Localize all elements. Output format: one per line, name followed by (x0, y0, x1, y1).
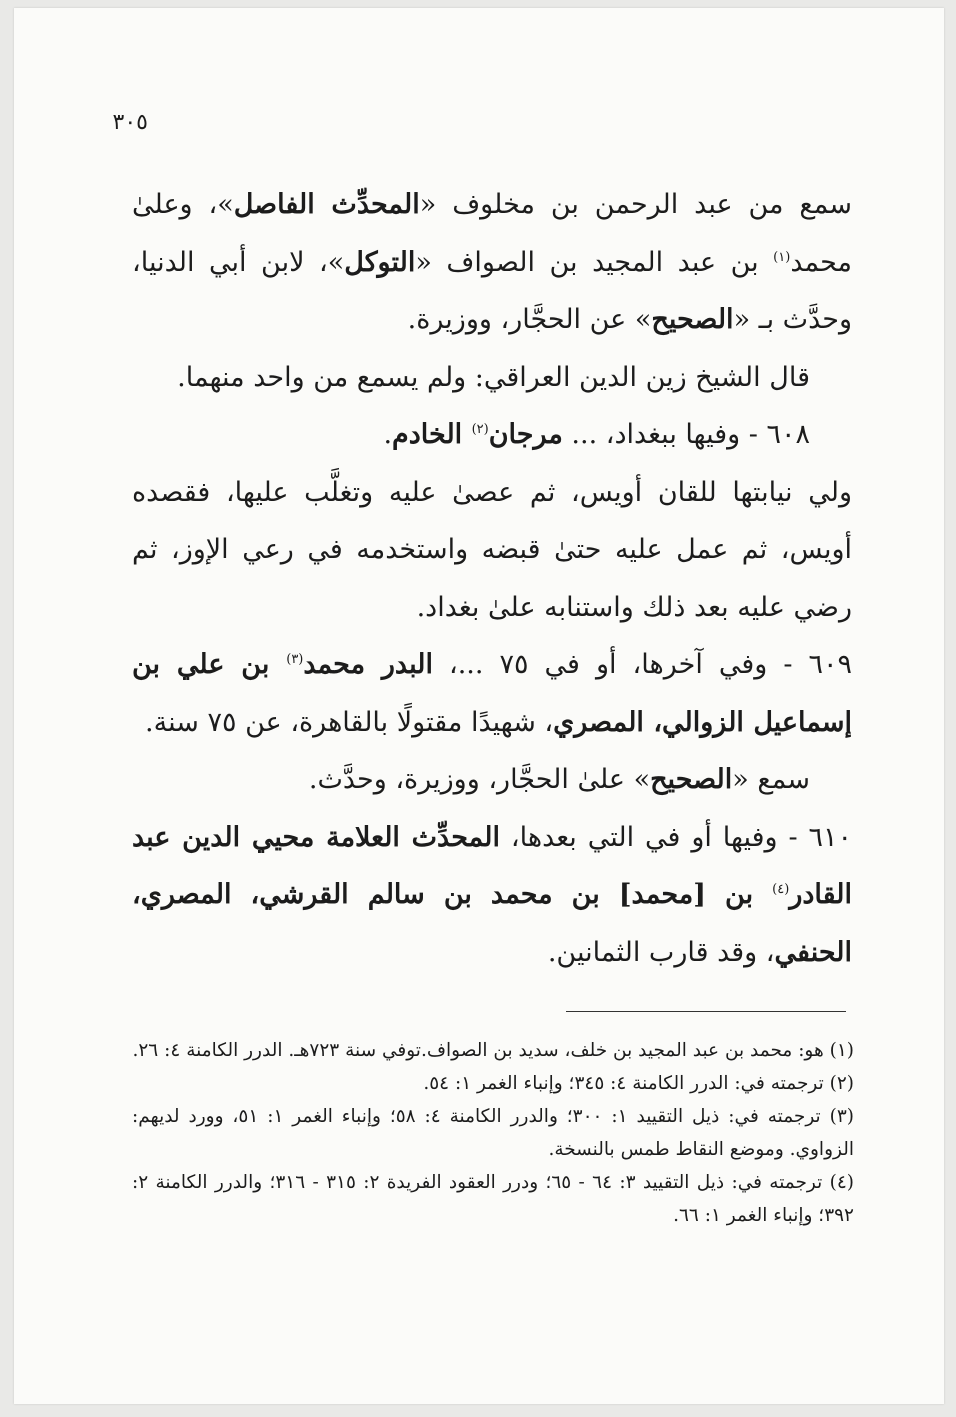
text-run: »، لابن أبي الدنيا، وحدَّث بـ « (132, 246, 852, 335)
footnote-ref: (٢) (471, 422, 489, 437)
text-run: بن عبد المجيد بن الصواف « (415, 246, 774, 278)
footnotes (132, 1034, 854, 1232)
bold-title: المحدِّث الفاصل (233, 189, 420, 220)
text-run: ، شهيدًا مقتولًا بالقاهرة، عن ٧٥ سنة. (145, 706, 554, 738)
text-run: »، وعلىٰ محمد (132, 189, 852, 278)
footnote-ref: (٣) (286, 652, 304, 667)
text-run: سمع « (732, 764, 810, 795)
bold-title: الصحيح (651, 304, 734, 335)
text-run: » علىٰ الحجَّار، ووزيرة، وحدَّث. (308, 764, 651, 795)
footnote-4: (٤) ترجمته في: ذيل التقييد ٣: ٦٤ - ٦٥؛ ودرر العقود الفريدة ٢: ٣١٥ - ٣١٦؛ والدرر الكامنة ٢: ٣٩٢؛ وإنباء الغمر ١: ٦٦. (132, 1172, 854, 1226)
entry-610 (132, 809, 852, 982)
bold-title: الصحيح (650, 764, 733, 795)
bold-name: البدر محمد (303, 649, 433, 680)
bold-name: بن علي بن إسماعيل الزوالي، المصري (132, 649, 852, 738)
text-run: ٦٠٨ - وفيها ببغداد، ... (562, 419, 810, 450)
paragraph-6 (132, 751, 852, 809)
footnote-2: (٢) ترجمته في: الدرر الكامنة ٤: ٣٤٥؛ وإنباء الغمر ١: ٥٤. (423, 1073, 854, 1094)
paragraph-4: ولي نيابتها للقان أويس، ثم عصىٰ عليه وتغلَّب عليها، فقصده أويس، ثم عمل عليه حتىٰ قبضه واستخدمه في رعي الإوز، ثم رضي عليه بعد ذلك واستنابه علىٰ بغداد. (132, 476, 852, 623)
bold-name: المحدِّث العلامة محيي الدين عبد القادر (132, 821, 852, 910)
text-run: ٦١٠ - وفيها أو في التي بعدها، (500, 821, 852, 853)
footnote-divider (566, 1011, 846, 1012)
footnote-3: (٣) ترجمته في: ذيل التقييد ١: ٣٠٠؛ والدرر الكامنة ٤: ٥٨؛ وإنباء الغمر ١: ٥١، وورد لديهم: الزواوي. وموضع النقاط طمس بالنسخة. (132, 1106, 854, 1160)
text-run: ، وقد قارب الثمانين. (547, 936, 775, 968)
footnote-ref: (٤) (772, 882, 790, 897)
footnote-1: (١) هو: محمد بن عبد المجيد بن خلف، سديد بن الصواف.توفي سنة ٧٢٣هـ. الدرر الكامنة ٤: ٢٦. (132, 1040, 854, 1061)
paragraph-1 (132, 176, 852, 349)
book-page (14, 8, 944, 1404)
text-run: . (383, 419, 393, 450)
main-text (132, 176, 852, 981)
footnote-ref: (١) (773, 249, 791, 265)
bold-title: التوكل (344, 246, 416, 278)
paragraph-2: قال الشيخ زين الدين العراقي: ولم يسمع من واحد منهما. (177, 361, 810, 393)
text-run: » عن الحجَّار، ووزيرة. (407, 304, 652, 335)
entry-608 (132, 406, 852, 464)
bold-name: الخادم (392, 419, 472, 450)
bold-name: مرجان (488, 419, 563, 450)
text-run: ٦٠٩ - وفي آخرها، أو في ٧٥ ...، (432, 649, 852, 680)
entry-609 (132, 636, 852, 751)
text-run: سمع من عبد الرحمن بن مخلوف « (419, 189, 852, 220)
page-number: ٣٠٥ (112, 110, 148, 135)
bold-name: بن [محمد] بن محمد بن سالم القرشي، المصري، الحنفي (132, 879, 852, 968)
